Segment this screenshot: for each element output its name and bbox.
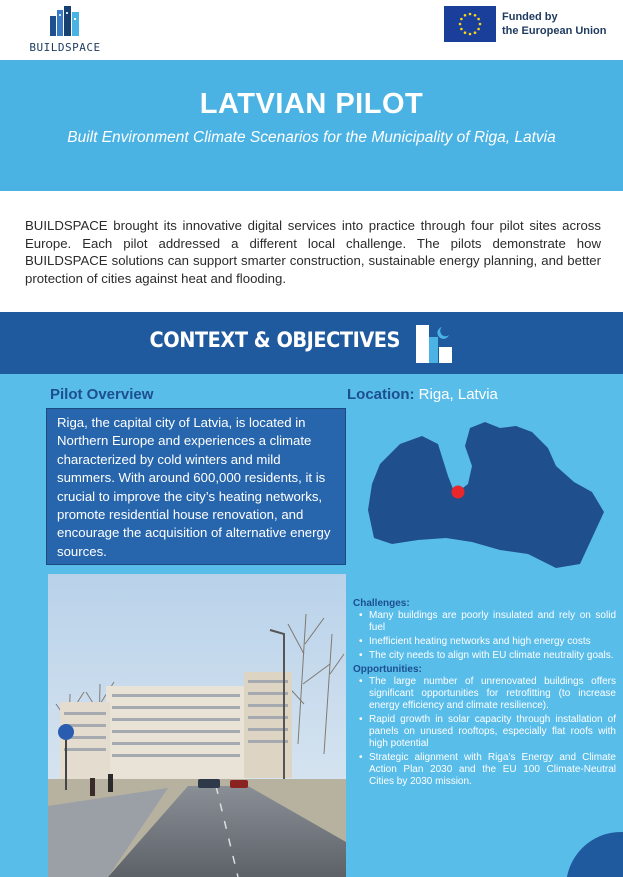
eu-flag-icon bbox=[444, 6, 496, 42]
page-title: LATVIAN PILOT bbox=[199, 88, 424, 120]
latvia-map-icon bbox=[360, 414, 610, 574]
eu-funding-text bbox=[502, 10, 607, 38]
context-title: CONTEXT & OBJECTIVES bbox=[149, 328, 400, 352]
eu-funding-badge bbox=[444, 6, 614, 42]
list-item: • The city needs to align with EU climate neutrality goals. bbox=[353, 650, 616, 662]
context-header-bar bbox=[0, 312, 623, 374]
pilot-overview-text: Riga, the capital city of Latvia, is located in Northern Europe and experiences a climate characterized by cold winters and mild summers. With around 600,000 residents, it is crucial to improve the city’s heating networks, promote residential house renovation, and encourage the acquisition of alternative energy sources. bbox=[57, 415, 331, 559]
title-banner bbox=[0, 60, 623, 191]
riga-street-photo bbox=[48, 574, 346, 877]
pilot-overview-title: Pilot Overview bbox=[50, 386, 154, 403]
buildspace-logo-icon bbox=[48, 4, 82, 38]
challenges-heading: Challenges: bbox=[353, 598, 410, 609]
location-label: Location: bbox=[347, 386, 415, 403]
location-value: Riga, Latvia bbox=[414, 386, 498, 403]
intro-paragraph: BUILDSPACE brought its innovative digital services into practice through four pilot sites across Europe. Each pilot addressed a different local challenge. The pilots demonstrate how BUILDSPACE solutions can support smarter construction, sustainable energy planning, and better protection of cities against heat and flooding. bbox=[25, 218, 601, 286]
buildings-chart-icon bbox=[412, 321, 456, 365]
buildspace-logo bbox=[20, 4, 110, 56]
page-subtitle: Built Environment Climate Scenarios for the Municipality of Riga, Latvia bbox=[67, 129, 556, 146]
decorative-corner-circle bbox=[566, 832, 623, 877]
opportunities-heading: Opportunities: bbox=[353, 664, 422, 675]
list-item: • Strategic alignment with Riga’s Energy and Climate Action Plan 2030 and the EU 100 Climate-Neutral Cities by 2030 mission. bbox=[353, 752, 616, 788]
eu-line-1: Funded by bbox=[502, 11, 558, 23]
list-item: • The large number of unrenovated buildings offers significant opportunities for retrofitting (to increase energy efficiency and climate resilience). bbox=[353, 676, 616, 712]
location-heading bbox=[347, 386, 498, 403]
logo-text: BUILDSPACE bbox=[29, 41, 101, 54]
context-panel bbox=[0, 312, 623, 877]
opportunities-list bbox=[353, 676, 616, 788]
list-item: • Many buildings are poorly insulated and rely on solid fuel bbox=[353, 610, 616, 634]
list-item: • Rapid growth in solar capacity through installation of panels on unused rooftops, especially flat roofs with high potential bbox=[353, 714, 616, 750]
list-item: • Inefficient heating networks and high energy costs bbox=[353, 636, 616, 648]
challenges-opportunities bbox=[353, 598, 616, 790]
eu-line-2: the European Union bbox=[502, 25, 607, 37]
challenges-list bbox=[353, 610, 616, 662]
pilot-overview-box bbox=[46, 408, 346, 565]
